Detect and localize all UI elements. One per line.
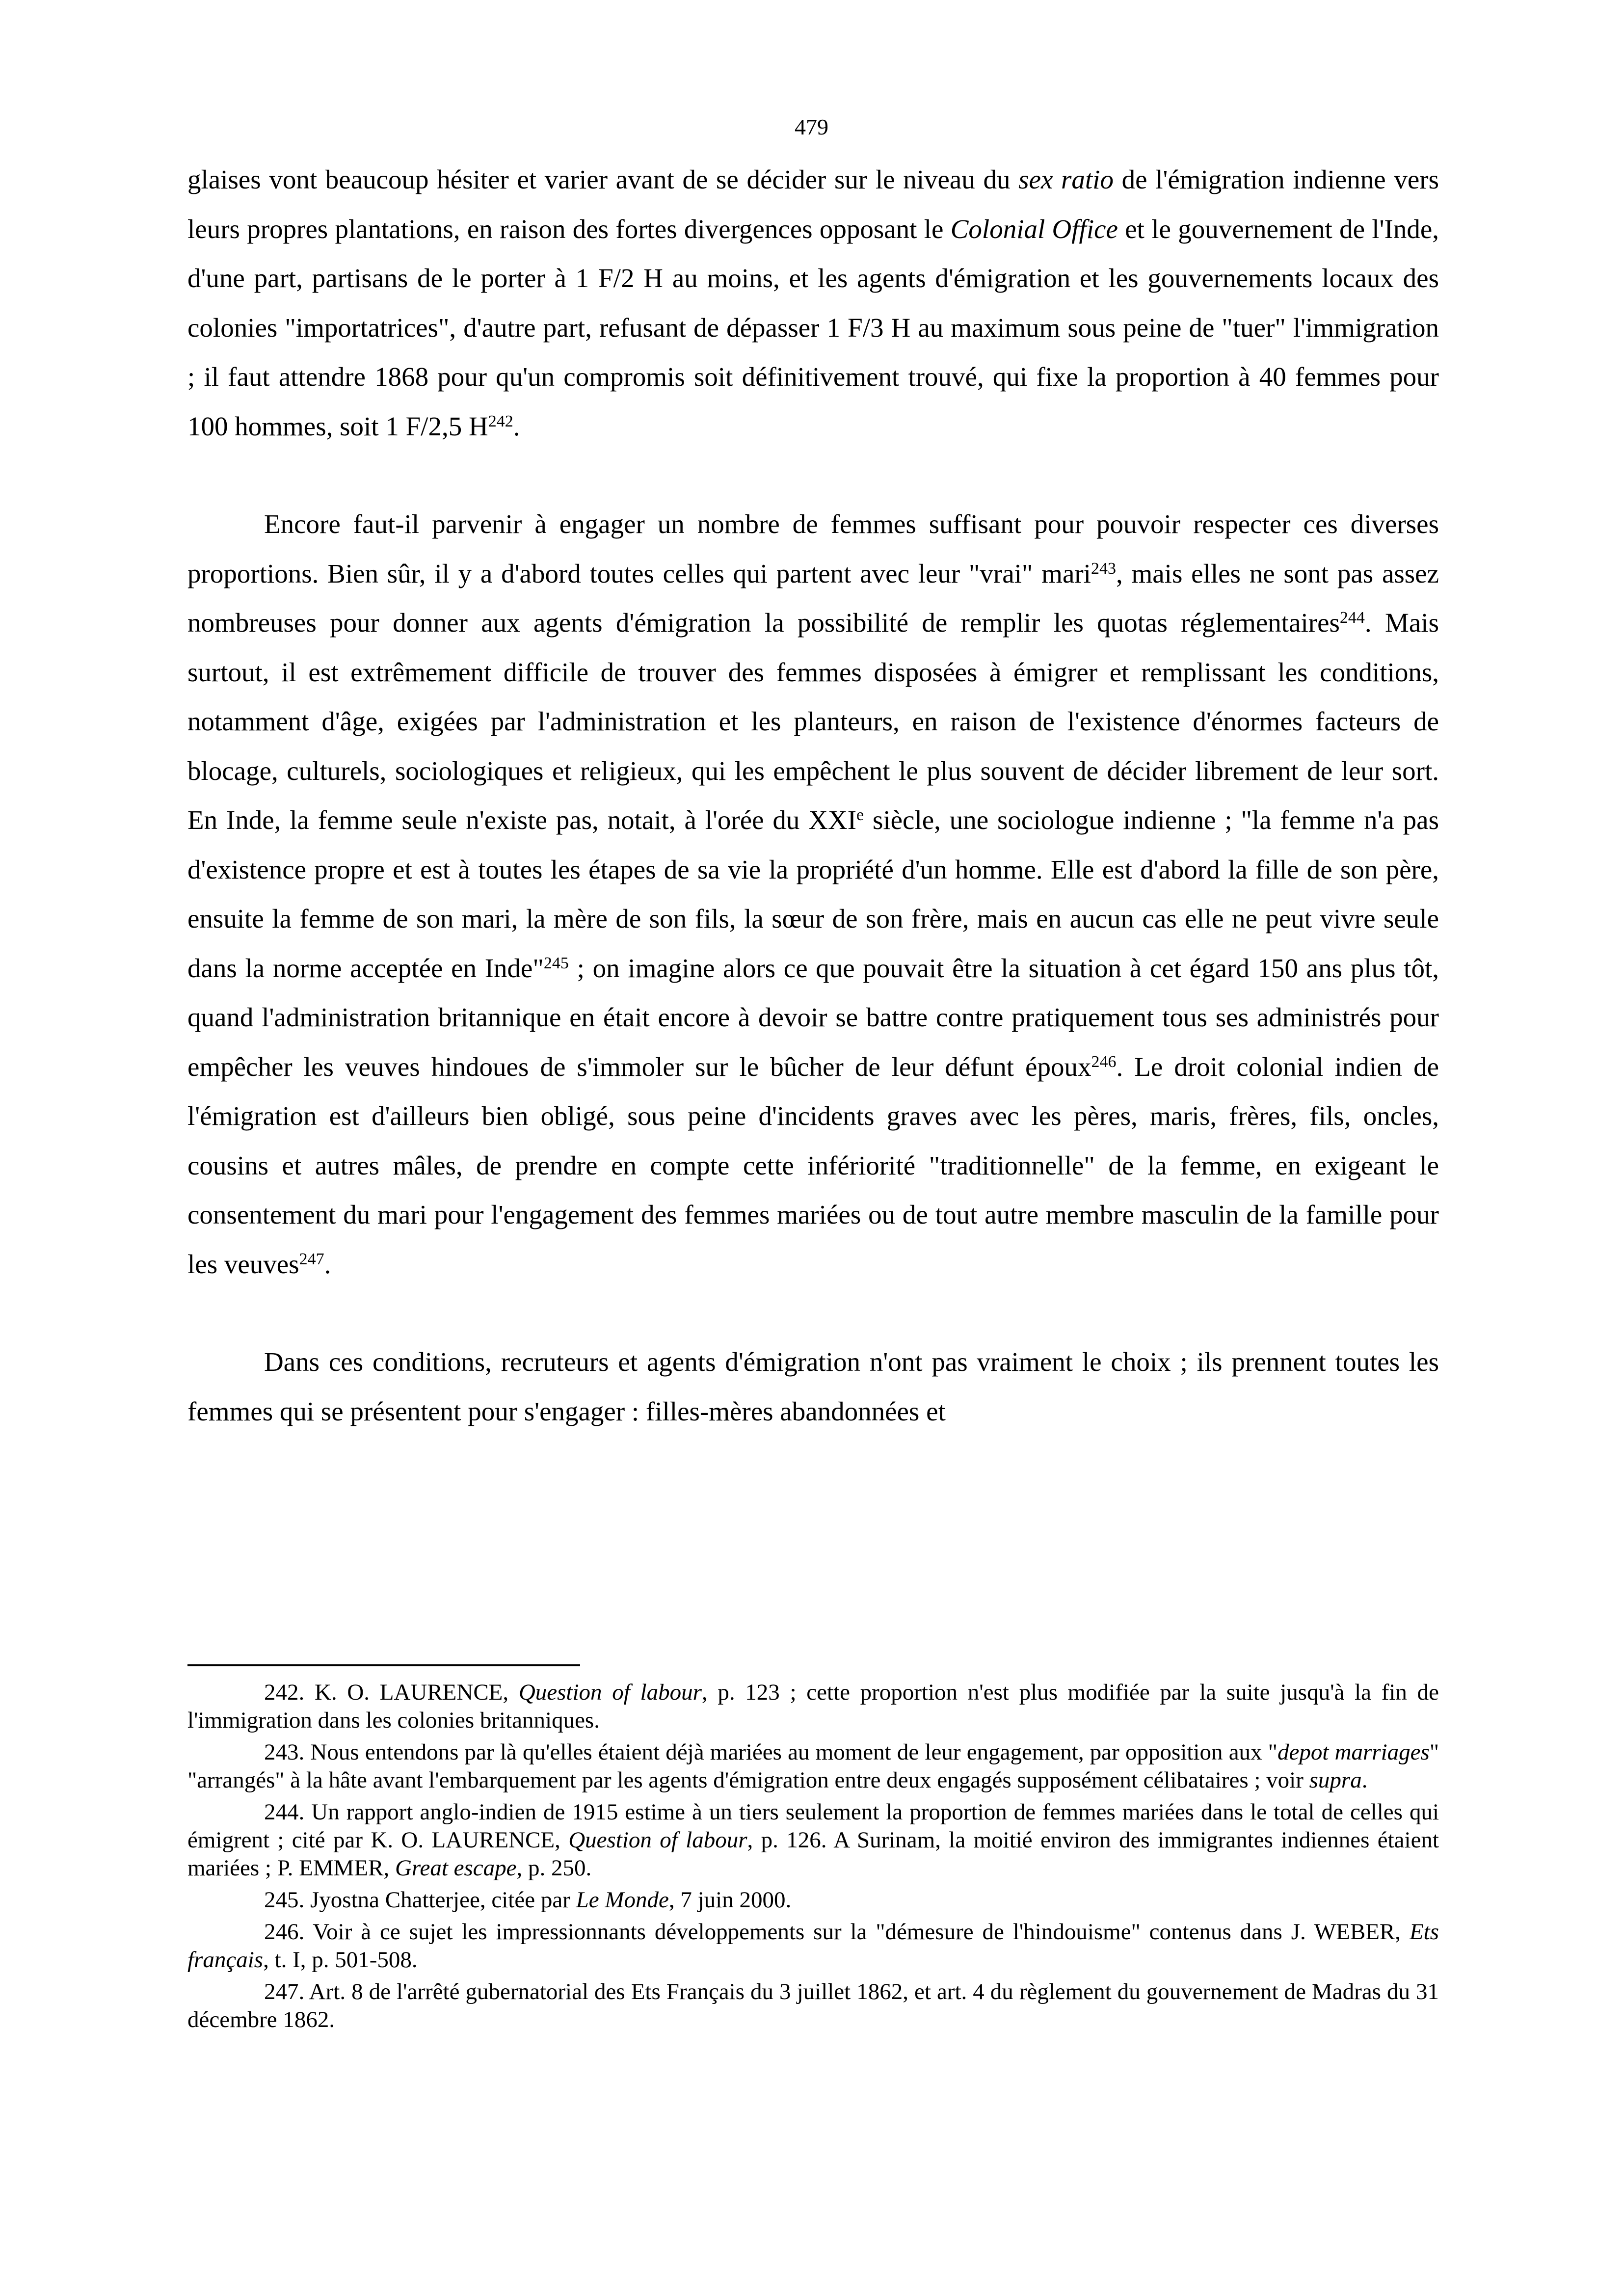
paragraph [187,500,1439,1289]
footnote-ref: 246 [1091,1052,1117,1071]
footnote-246 [187,1918,1439,1974]
italic-text: supra [1309,1767,1362,1793]
text-run: 243. Nous entendons par là qu'elles étaient déjà mariées au moment de leur engagement, par opposition aux " [264,1739,1277,1765]
main-text [187,155,1439,1436]
footnotes [187,1679,1439,2038]
text-run: , t. I, p. 501-508. [263,1947,418,1973]
footnote-244 [187,1798,1439,1882]
text-run: Encore faut-il parvenir à engager un nombre de femmes suffisant pour pouvoir respecter ces diverses proportions. Bien sûr, il y a d'abord toutes celles qui partent avec leur "vrai" mari [187,509,1439,588]
text-run: . [513,411,520,441]
text-run: 244. Un rapport anglo-indien de 1915 estime à un tiers seulement la proportion de femmes mariées dans le total de celles qui émigrent ; cité par K. O. LAURENCE, [187,1799,1439,1853]
italic-text: Question of labour [518,1680,702,1705]
footnote-ref: 245 [543,954,569,972]
footnote-ref: e [856,806,864,824]
footnote-247 [187,1978,1439,2034]
italic-text: Question of labour [568,1827,747,1853]
text-run: " "arrangés" à la hâte avant l'embarquement par les agents d'émigration entre deux engagés supposément célibataires ; voir [187,1739,1439,1793]
footnote-243 [187,1738,1439,1794]
italic-text: Great escape [395,1855,517,1881]
footnote-242 [187,1679,1439,1735]
text-run: 245. Jyostna Chatterjee, citée par [264,1887,576,1913]
italic-text: Ets français [187,1919,1439,1973]
text-run: . [1361,1767,1368,1793]
text-run: . Le droit colonial indien de l'émigration est d'ailleurs bien obligé, sous peine d'incidents graves avec les pères, maris, frères, fils, oncles, cousins et autres mâles, de prendre en compte cette infériorité "traditionnelle" de la femme, en exigeant le consentement du mari pour l'engagement des femmes mariées ou de tout autre membre masculin de la famille pour les veuves [187,1051,1439,1279]
text-run: siècle, une sociologue indienne ; "la femme n'a pas d'existence propre et est à toutes les étapes de sa vie la propriété d'un homme. Elle est d'abord la fille de son père, ensuite la femme de son mari, la mère de son fils, la sœur de son frère, mais en aucun cas elle ne peut vivre seule dans la norme acceptée en Inde" [187,805,1439,983]
footnote-ref: 243 [1091,559,1116,578]
footnote-ref: 242 [488,412,513,430]
italic-text: sex ratio [1018,164,1114,194]
page-number: 479 [795,114,828,139]
text-run: 247. Art. 8 de l'arrêté gubernatorial des Ets Français du 3 juillet 1862, et art. 4 du règlement du gouvernement de Madras du 31 décembre 1862. [187,1979,1439,2032]
paragraph [187,1337,1439,1436]
paragraph [187,155,1439,451]
text-run: , p. 126. A Surinam, la moitié environ des immigrantes indiennes étaient mariées ; P. EMMER, [187,1827,1439,1881]
text-run: . Mais surtout, il est extrêmement difficile de trouver des femmes disposées à émigrer et remplissant les conditions, notamment d'âge, exigées par l'administration et les planteurs, en raison de l'existence d'énormes facteurs de blocage, culturels, sociologiques et religieux, qui les empêchent le plus souvent de décider librement de leur sort. En Inde, la femme seule n'existe pas, notait, à l'orée du XXI [187,608,1439,835]
footnote-245 [187,1886,1439,1914]
text-run: glaises vont beaucoup hésiter et varier avant de se décider sur le niveau du [187,164,1019,194]
italic-text: depot marriages [1277,1739,1430,1765]
footnote-ref: 244 [1339,609,1365,627]
text-run: , p. 123 ; cette proportion n'est plus modifiée par la suite jusqu'à la fin de l'immigration dans les colonies britanniques. [187,1680,1439,1733]
text-run: Dans ces conditions, recruteurs et agents d'émigration n'ont pas vraiment le choix ; ils prennent toutes les femmes qui se présentent pour s'engager : filles-mères abandonnées et [187,1347,1439,1426]
text-run: , mais elles ne sont pas assez nombreuses pour donner aux agents d'émigration la possibilité de remplir les quotas réglementaires [187,558,1439,638]
text-run: 242. K. O. LAURENCE, [264,1680,519,1705]
footnote-ref: 247 [299,1250,324,1268]
text-run: ; on imagine alors ce que pouvait être la situation à cet égard 150 ans plus tôt, quand l'administration britannique en était encore à devoir se battre contre pratiquement tous ses administrés pour empêcher les veuves hindoues de s'immoler sur le bûcher de leur défunt époux [187,953,1439,1082]
text-run: , p. 250. [516,1855,592,1881]
text-run: 246. Voir à ce sujet les impressionnants développements sur la "démesure de l'hindouisme" contenus dans J. WEBER, [264,1919,1410,1945]
italic-text: Colonial Office [950,214,1118,244]
footnote-separator [187,1664,580,1666]
text-run: . [324,1249,331,1279]
italic-text: Le Monde [576,1887,669,1913]
text-run: de l'émigration indienne vers leurs propres plantations, en raison des fortes divergences opposant le [187,164,1439,244]
text-run: , 7 juin 2000. [668,1887,792,1913]
text-run: et le gouvernement de l'Inde, d'une part, partisans de le porter à 1 F/2 H au moins, et les agents d'émigration et les gouvernements locaux des colonies "importatrices", d'autre part, refusant de dépasser 1 F/3 H au maximum sous peine de "tuer" l'immigration ; il faut attendre 1868 pour qu'un compromis soit définitivement trouvé, qui fixe la proportion à 40 femmes pour 100 hommes, soit 1 F/2,5 H [187,214,1439,441]
